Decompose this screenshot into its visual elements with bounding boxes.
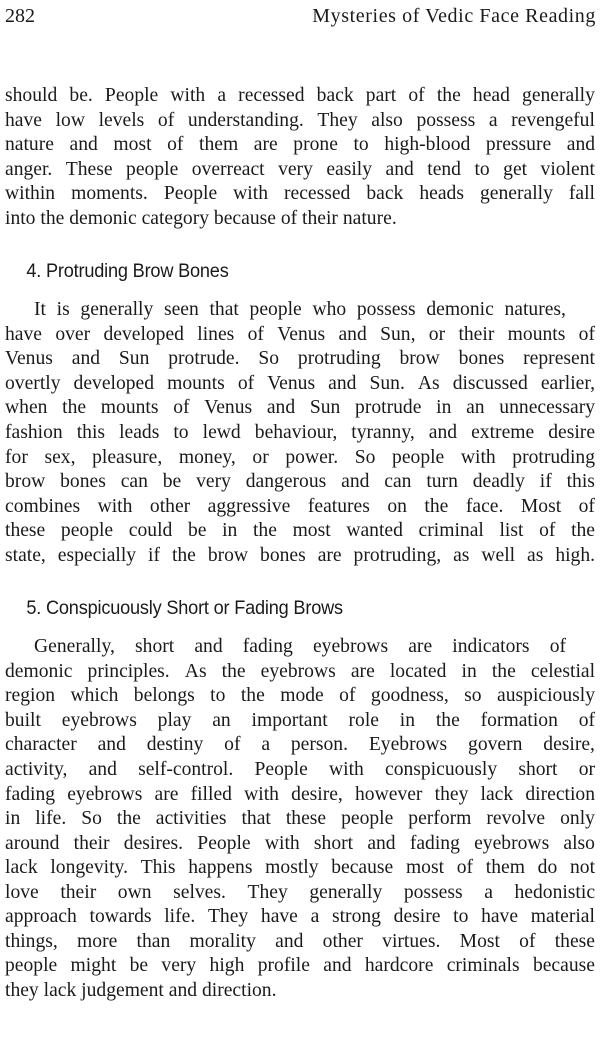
- text-line: when the mounts of Venus and Sun protrude in an unnecessary: [5, 397, 596, 419]
- text-line: they lack judgement and direction.: [5, 979, 277, 1001]
- text-line: Venus and Sun protrude. So protruding brow bones represent: [5, 348, 595, 370]
- text-line: have over developed lines of Venus and Sun, or their mounts of: [5, 323, 595, 345]
- text-line: things, more than morality and other virtues. Most of these: [5, 930, 595, 952]
- paragraph-short-fading-brows: [5, 635, 595, 1003]
- text-line: love their own selves. They generally possess a hedonistic: [5, 881, 596, 903]
- text-line: combines with other aggressive features on the face. Most of: [5, 495, 595, 517]
- text-line: approach towards life. They have a strong desire to have material: [5, 906, 595, 928]
- text-line: character and destiny of a person. Eyebrows govern desire,: [5, 734, 595, 756]
- text-line: region which belongs to the mode of goodness, so auspiciously: [5, 685, 595, 707]
- text-line: these people could be in the most wanted criminal list of the: [5, 520, 595, 542]
- text-line: demonic principles. As the eyebrows are located in the celestial: [5, 660, 596, 682]
- text-line: Generally, short and fading eyebrows are indicators of: [34, 636, 567, 658]
- text-line: in life. So the activities that these people perform revolve only: [5, 808, 595, 830]
- section-heading-protruding-brow-bones: 4. Protruding Brow Bones: [26, 260, 229, 283]
- text-line: for sex, pleasure, money, or power. So people with protruding: [5, 446, 596, 468]
- paragraph-protruding-brow-bones: [5, 298, 595, 568]
- page-body: [5, 84, 595, 1004]
- text-line: brow bones can be very dangerous and can turn deadly if this: [5, 471, 595, 493]
- section-heading-short-fading-brows: 5. Conspicuously Short or Fading Brows: [26, 597, 343, 620]
- paragraph-recessed-back-head: [5, 84, 595, 231]
- text-line: into the demonic category because of their nature.: [5, 207, 397, 229]
- running-head: [5, 3, 596, 29]
- text-line: It is generally seen that people who possess demonic natures,: [34, 299, 566, 321]
- text-line: anger. These people overreact very easily and tend to get violent: [5, 158, 595, 180]
- text-line: lack longevity. This happens mostly because most of them do not: [5, 857, 596, 879]
- text-line: should be. People with a recessed back part of the head generally: [5, 85, 595, 106]
- text-line: overtly developed mounts of Venus and Sun. As discussed earlier,: [5, 372, 595, 394]
- text-line: fashion this leads to lewd behaviour, tyranny, and extreme desire: [5, 422, 596, 444]
- page-number: 282: [5, 5, 35, 27]
- text-line: fading eyebrows are filled with desire, however they lack direction: [5, 783, 595, 805]
- text-line: around their desires. People with short and fading eyebrows also: [5, 832, 595, 854]
- text-line: state, especially if the brow bones are protruding, as well as high.: [5, 544, 596, 566]
- text-line: built eyebrows play an important role in the formation of: [5, 709, 596, 731]
- text-line: within moments. People with recessed back heads generally fall: [5, 183, 595, 205]
- book-title: Mysteries of Vedic Face Reading: [312, 5, 596, 27]
- text-line: nature and most of them are prone to high-blood pressure and: [5, 134, 596, 156]
- text-line: activity, and self-control. People with conspicuously short or: [5, 759, 596, 781]
- text-line: have low levels of understanding. They also possess a revengeful: [5, 109, 595, 131]
- text-line: people might be very high profile and hardcore criminals because: [5, 955, 595, 977]
